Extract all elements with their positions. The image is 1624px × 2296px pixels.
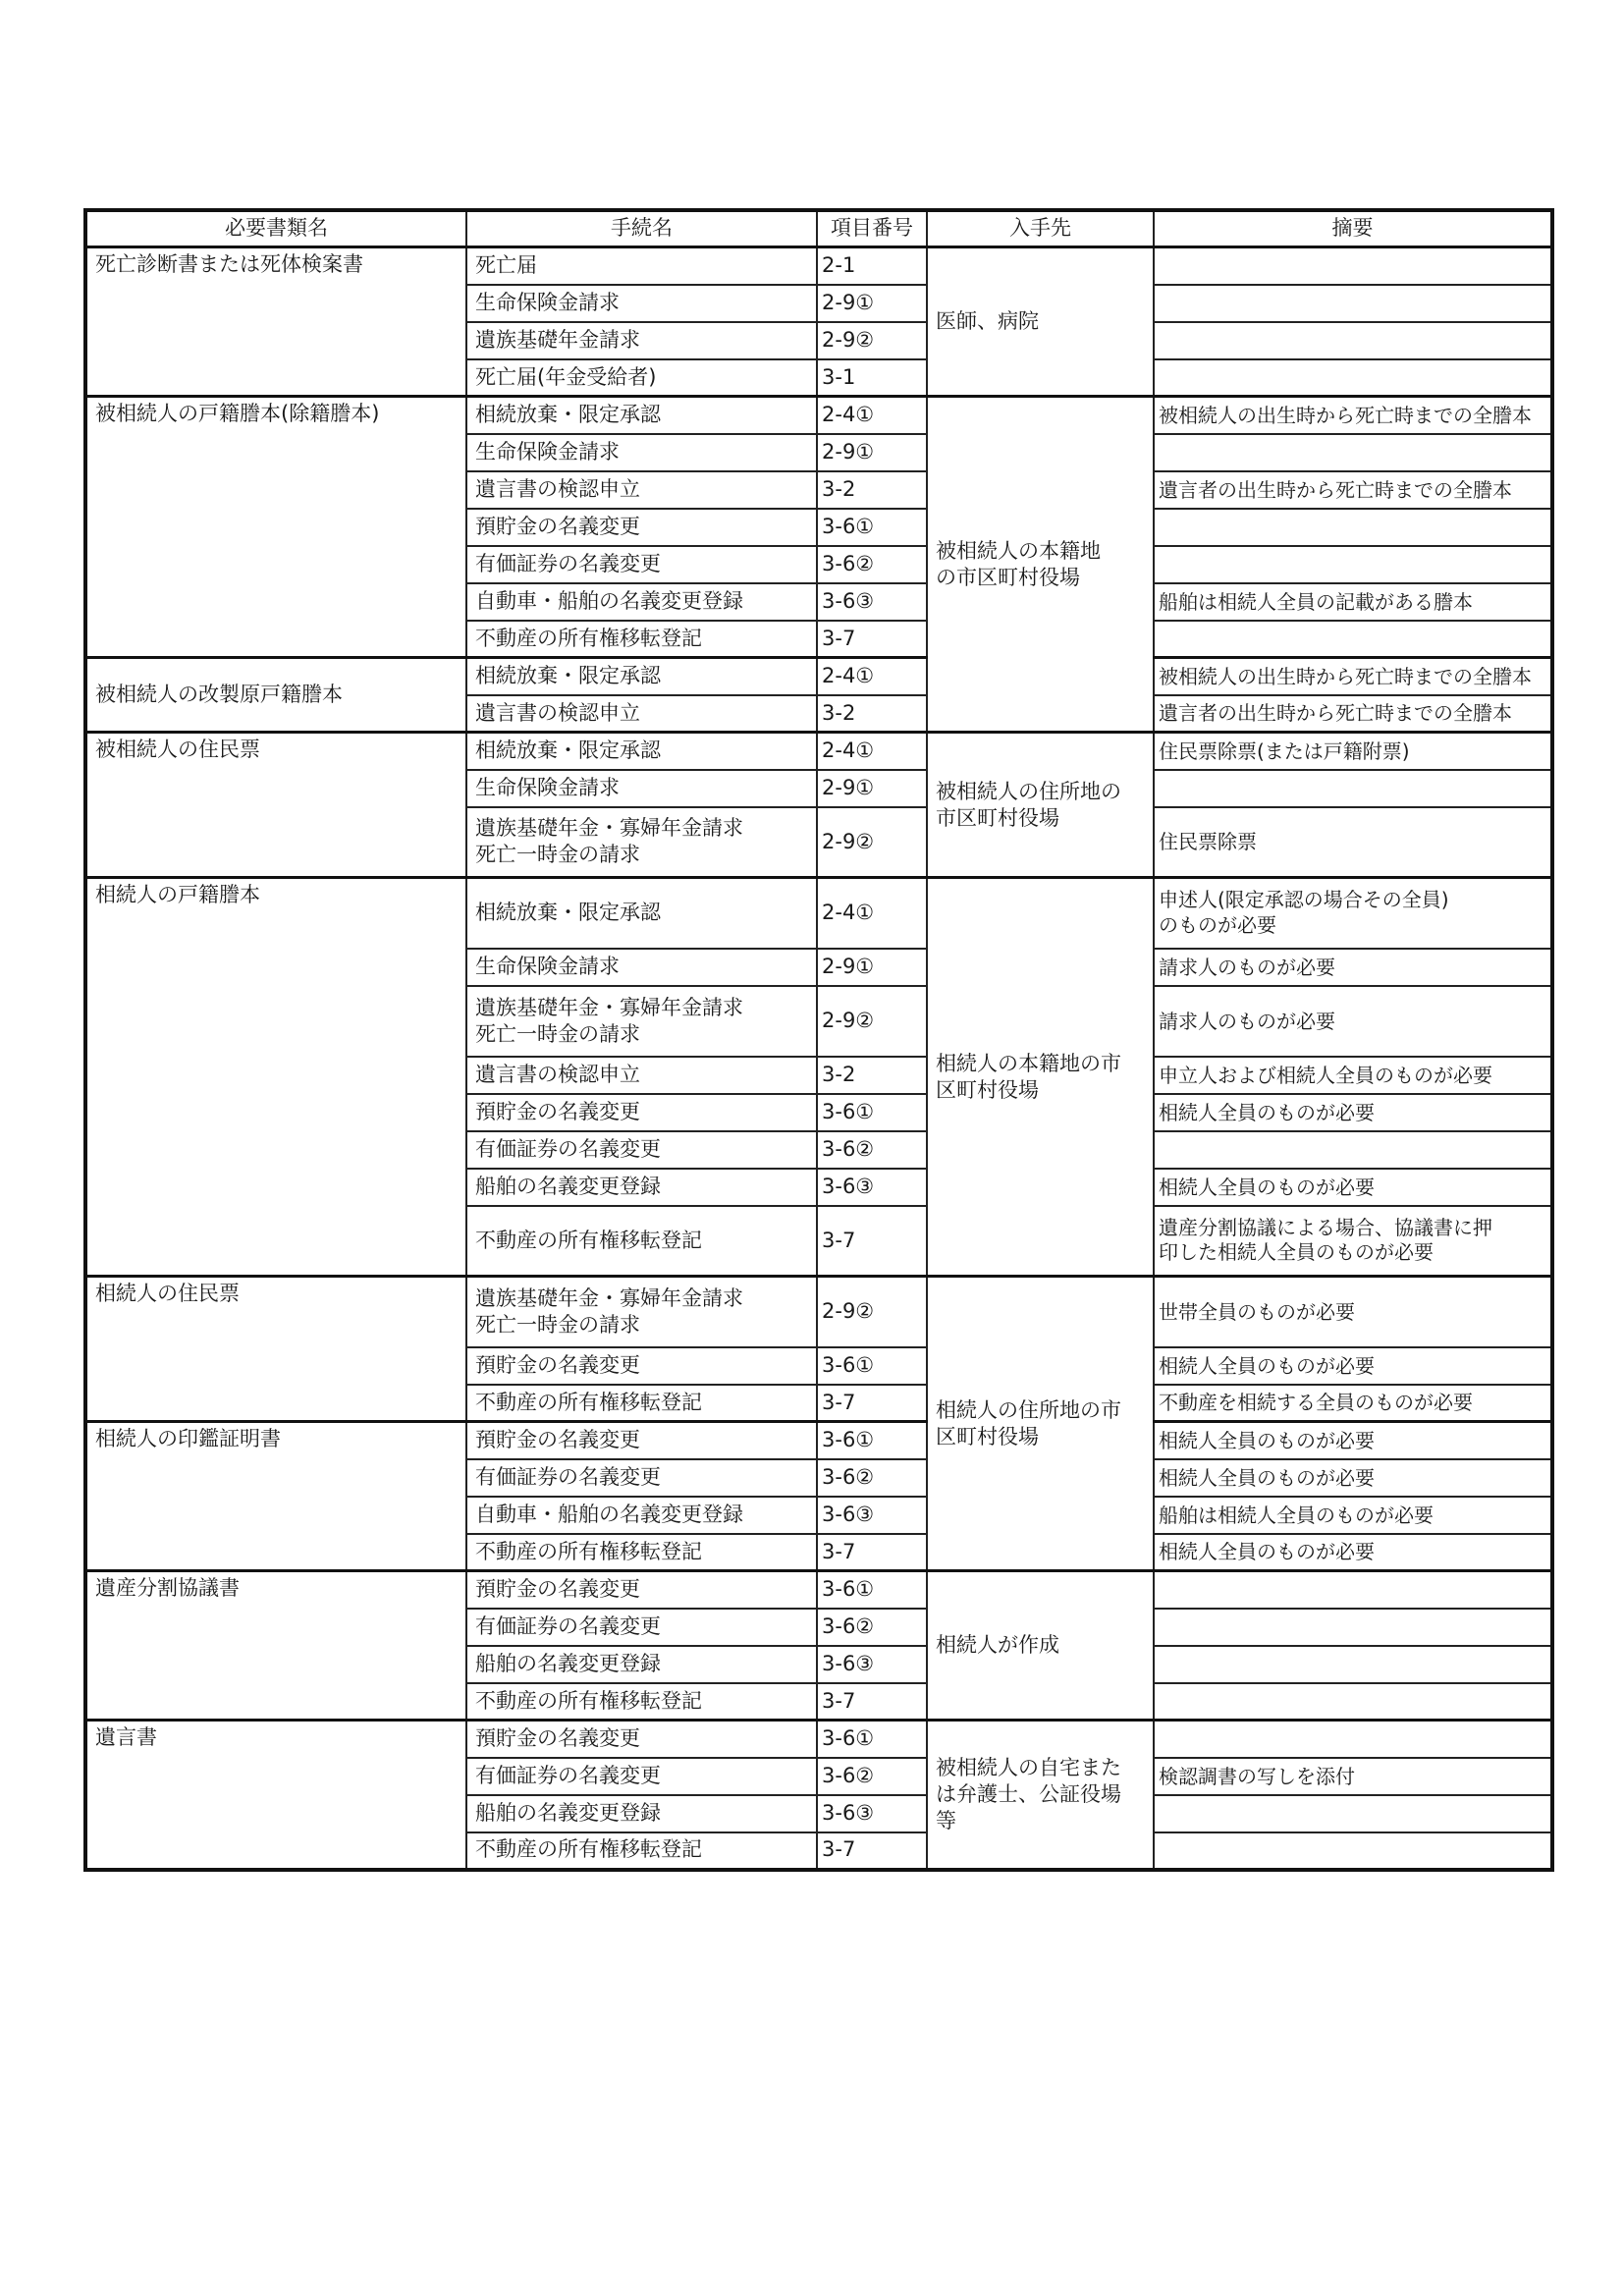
summary-cell	[1154, 1571, 1552, 1609]
item-number-cell: 3-6②	[817, 1758, 927, 1795]
item-number-cell: 3-2	[817, 471, 927, 509]
summary-cell	[1154, 1683, 1552, 1721]
procedure-cell: 相続放棄・限定承認	[466, 397, 817, 434]
procedure-cell: 船舶の名義変更登録	[466, 1646, 817, 1683]
procedure-cell: 遺族基礎年金・寡婦年金請求 死亡一時金の請求	[466, 807, 817, 878]
summary-cell	[1154, 322, 1552, 359]
procedure-cell: 相続放棄・限定承認	[466, 658, 817, 695]
table-row	[85, 878, 1552, 949]
procedure-cell: 遺言書の検認申立	[466, 471, 817, 509]
item-number-cell: 3-7	[817, 621, 927, 658]
table-row	[85, 397, 1552, 434]
procedure-cell: 相続放棄・限定承認	[466, 878, 817, 949]
summary-cell: 申立人および相続人全員のものが必要	[1154, 1057, 1552, 1094]
summary-cell: 相続人全員のものが必要	[1154, 1169, 1552, 1206]
summary-cell: 相続人全員のものが必要	[1154, 1422, 1552, 1459]
item-number-cell: 3-1	[817, 359, 927, 397]
procedure-cell: 有価証券の名義変更	[466, 1758, 817, 1795]
summary-cell	[1154, 1795, 1552, 1832]
document-name-cell: 被相続人の改製原戸籍謄本	[85, 658, 466, 733]
procedure-cell: 自動車・船舶の名義変更登録	[466, 583, 817, 621]
summary-cell: 住民票除票	[1154, 807, 1552, 878]
procedure-cell: 預貯金の名義変更	[466, 509, 817, 546]
document-name-cell: 相続人の戸籍謄本	[85, 878, 466, 1277]
summary-cell	[1154, 621, 1552, 658]
item-number-cell: 2-4①	[817, 658, 927, 695]
item-number-cell: 2-9②	[817, 322, 927, 359]
summary-cell: 申述人(限定承認の場合その全員) のものが必要	[1154, 878, 1552, 949]
item-number-cell: 3-2	[817, 1057, 927, 1094]
item-number-cell: 2-9②	[817, 1277, 927, 1347]
document-name-cell: 相続人の住民票	[85, 1277, 466, 1422]
item-number-cell: 3-6③	[817, 1646, 927, 1683]
item-number-cell: 3-6①	[817, 1721, 927, 1758]
summary-cell	[1154, 509, 1552, 546]
summary-cell	[1154, 359, 1552, 397]
summary-cell	[1154, 770, 1552, 807]
procedure-cell: 遺族基礎年金請求	[466, 322, 817, 359]
item-number-cell: 3-6①	[817, 1094, 927, 1131]
item-number-cell: 2-9②	[817, 986, 927, 1057]
table-row	[85, 658, 1552, 695]
summary-cell: 不動産を相続する全員のものが必要	[1154, 1385, 1552, 1422]
procedure-cell: 生命保険金請求	[466, 949, 817, 986]
item-number-cell: 3-7	[817, 1385, 927, 1422]
source-cell: 被相続人の本籍地 の市区町村役場	[927, 397, 1154, 733]
procedure-cell: 預貯金の名義変更	[466, 1094, 817, 1131]
procedure-cell: 有価証券の名義変更	[466, 546, 817, 583]
table-row	[85, 247, 1552, 285]
procedure-cell: 相続放棄・限定承認	[466, 733, 817, 770]
header-procedure: 手続名	[466, 210, 817, 247]
summary-cell: 相続人全員のものが必要	[1154, 1347, 1552, 1385]
procedure-cell: 有価証券の名義変更	[466, 1459, 817, 1497]
procedure-cell: 不動産の所有権移転登記	[466, 1385, 817, 1422]
summary-cell: 被相続人の出生時から死亡時までの全謄本	[1154, 658, 1552, 695]
item-number-cell: 2-4①	[817, 878, 927, 949]
required-documents-table	[83, 208, 1554, 1872]
summary-cell: 船舶は相続人全員の記載がある謄本	[1154, 583, 1552, 621]
item-number-cell: 3-6①	[817, 1571, 927, 1609]
procedure-cell: 船舶の名義変更登録	[466, 1795, 817, 1832]
table-row	[85, 1277, 1552, 1347]
source-cell: 医師、病院	[927, 247, 1154, 397]
summary-cell: 遺言者の出生時から死亡時までの全謄本	[1154, 471, 1552, 509]
item-number-cell: 3-7	[817, 1534, 927, 1571]
procedure-cell: 不動産の所有権移転登記	[466, 621, 817, 658]
summary-cell: 相続人全員のものが必要	[1154, 1459, 1552, 1497]
summary-cell	[1154, 434, 1552, 471]
summary-cell: 被相続人の出生時から死亡時までの全謄本	[1154, 397, 1552, 434]
procedure-cell: 預貯金の名義変更	[466, 1347, 817, 1385]
summary-cell	[1154, 1721, 1552, 1758]
procedure-cell: 預貯金の名義変更	[466, 1721, 817, 1758]
procedure-cell: 遺族基礎年金・寡婦年金請求 死亡一時金の請求	[466, 1277, 817, 1347]
item-number-cell: 2-9①	[817, 434, 927, 471]
procedure-cell: 自動車・船舶の名義変更登録	[466, 1497, 817, 1534]
item-number-cell: 2-9②	[817, 807, 927, 878]
item-number-cell: 2-9①	[817, 285, 927, 322]
summary-cell: 遺産分割協議による場合、協議書に押 印した相続人全員のものが必要	[1154, 1206, 1552, 1277]
item-number-cell: 3-6①	[817, 509, 927, 546]
procedure-cell: 預貯金の名義変更	[466, 1422, 817, 1459]
item-number-cell: 3-6①	[817, 1422, 927, 1459]
summary-cell: 検認調書の写しを添付	[1154, 1758, 1552, 1795]
table-row	[85, 1721, 1552, 1758]
summary-cell: 相続人全員のものが必要	[1154, 1534, 1552, 1571]
procedure-cell: 遺言書の検認申立	[466, 695, 817, 733]
summary-cell	[1154, 1646, 1552, 1683]
procedure-cell: 預貯金の名義変更	[466, 1571, 817, 1609]
procedure-cell: 生命保険金請求	[466, 434, 817, 471]
source-cell: 相続人の住所地の市 区町村役場	[927, 1277, 1154, 1571]
item-number-cell: 3-6③	[817, 1795, 927, 1832]
summary-cell	[1154, 1131, 1552, 1169]
item-number-cell: 2-9①	[817, 949, 927, 986]
item-number-cell: 3-6③	[817, 1169, 927, 1206]
table-row	[85, 1422, 1552, 1459]
procedure-cell: 遺言書の検認申立	[466, 1057, 817, 1094]
item-number-cell: 3-7	[817, 1683, 927, 1721]
summary-cell: 遺言者の出生時から死亡時までの全謄本	[1154, 695, 1552, 733]
procedure-cell: 生命保険金請求	[466, 285, 817, 322]
item-number-cell: 2-1	[817, 247, 927, 285]
item-number-cell: 3-2	[817, 695, 927, 733]
summary-cell	[1154, 546, 1552, 583]
document-name-cell: 遺産分割協議書	[85, 1571, 466, 1721]
item-number-cell: 2-9①	[817, 770, 927, 807]
procedure-cell: 不動産の所有権移転登記	[466, 1534, 817, 1571]
procedure-cell: 遺族基礎年金・寡婦年金請求 死亡一時金の請求	[466, 986, 817, 1057]
item-number-cell: 3-6①	[817, 1347, 927, 1385]
item-number-cell: 3-7	[817, 1832, 927, 1870]
item-number-cell: 3-6②	[817, 546, 927, 583]
header-item-number: 項目番号	[817, 210, 927, 247]
table-row	[85, 1571, 1552, 1609]
source-cell: 相続人が作成	[927, 1571, 1154, 1721]
item-number-cell: 3-6②	[817, 1459, 927, 1497]
item-number-cell: 3-6②	[817, 1609, 927, 1646]
item-number-cell: 3-6③	[817, 1497, 927, 1534]
procedure-cell: 有価証券の名義変更	[466, 1609, 817, 1646]
header-summary: 摘要	[1154, 210, 1552, 247]
summary-cell: 船舶は相続人全員のものが必要	[1154, 1497, 1552, 1534]
summary-cell: 住民票除票(または戸籍附票)	[1154, 733, 1552, 770]
summary-cell: 相続人全員のものが必要	[1154, 1094, 1552, 1131]
procedure-cell: 不動産の所有権移転登記	[466, 1832, 817, 1870]
procedure-cell: 不動産の所有権移転登記	[466, 1206, 817, 1277]
procedure-cell: 死亡届(年金受給者)	[466, 359, 817, 397]
item-number-cell: 2-4①	[817, 733, 927, 770]
summary-cell	[1154, 1609, 1552, 1646]
table-header-row	[85, 210, 1552, 247]
source-cell: 被相続人の自宅また は弁護士、公証役場 等	[927, 1721, 1154, 1870]
procedure-cell: 死亡届	[466, 247, 817, 285]
document-name-cell: 死亡診断書または死体検案書	[85, 247, 466, 397]
document-name-cell: 被相続人の戸籍謄本(除籍謄本)	[85, 397, 466, 658]
document-name-cell: 相続人の印鑑証明書	[85, 1422, 466, 1571]
header-source: 入手先	[927, 210, 1154, 247]
summary-cell	[1154, 247, 1552, 285]
table-body	[85, 247, 1552, 1870]
table-row	[85, 733, 1552, 770]
summary-cell: 請求人のものが必要	[1154, 949, 1552, 986]
summary-cell	[1154, 1832, 1552, 1870]
summary-cell	[1154, 285, 1552, 322]
source-cell: 相続人の本籍地の市 区町村役場	[927, 878, 1154, 1277]
item-number-cell: 3-6②	[817, 1131, 927, 1169]
procedure-cell: 有価証券の名義変更	[466, 1131, 817, 1169]
item-number-cell: 2-4①	[817, 397, 927, 434]
document-name-cell: 被相続人の住民票	[85, 733, 466, 878]
procedure-cell: 不動産の所有権移転登記	[466, 1683, 817, 1721]
summary-cell: 世帯全員のものが必要	[1154, 1277, 1552, 1347]
item-number-cell: 3-6③	[817, 583, 927, 621]
procedure-cell: 船舶の名義変更登録	[466, 1169, 817, 1206]
header-document: 必要書類名	[85, 210, 466, 247]
source-cell: 被相続人の住所地の 市区町村役場	[927, 733, 1154, 878]
item-number-cell: 3-7	[817, 1206, 927, 1277]
summary-cell: 請求人のものが必要	[1154, 986, 1552, 1057]
document-name-cell: 遺言書	[85, 1721, 466, 1870]
procedure-cell: 生命保険金請求	[466, 770, 817, 807]
